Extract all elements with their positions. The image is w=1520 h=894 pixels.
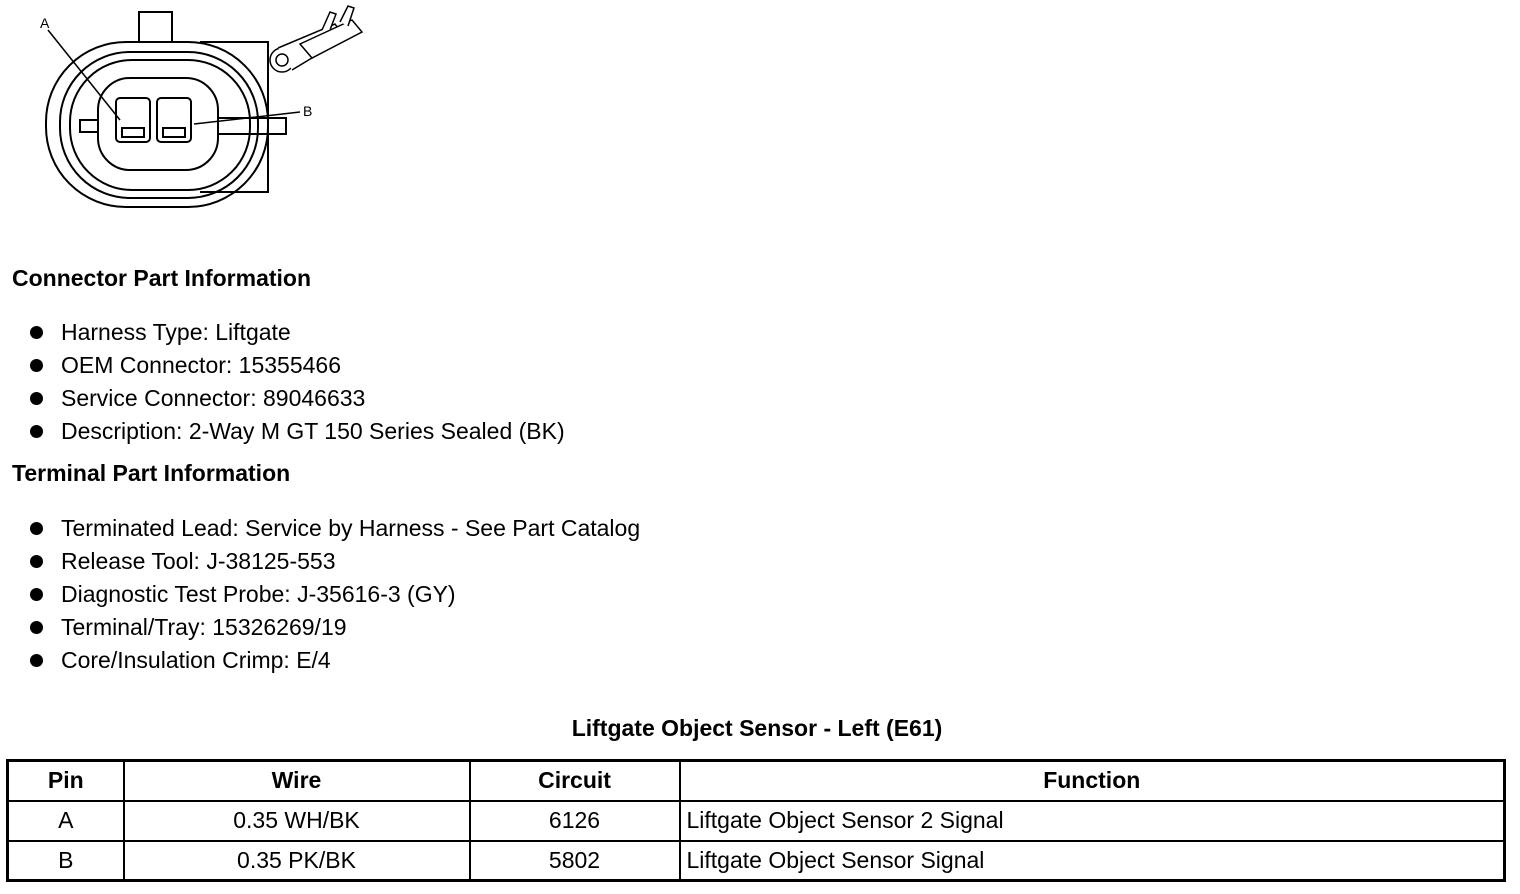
bullet-icon (30, 621, 43, 634)
list-item: Core/Insulation Crimp: E/4 (30, 644, 640, 677)
list-item: Service Connector: 89046633 (30, 382, 565, 415)
bullet-icon (30, 588, 43, 601)
list-item: Terminal/Tray: 15326269/19 (30, 611, 640, 644)
terminal-info-heading: Terminal Part Information (12, 460, 291, 486)
cell-function: Liftgate Object Sensor 2 Signal (680, 801, 1505, 841)
connector-housing (46, 12, 286, 207)
pin-a-label: A (40, 15, 50, 31)
cell-pin: A (8, 801, 124, 841)
connector-info-heading: Connector Part Information (12, 265, 312, 291)
table-title: Liftgate Object Sensor - Left (E61) (571, 715, 943, 741)
connector-info-list (30, 316, 565, 448)
bullet-icon (30, 326, 43, 339)
cell-wire: 0.35 WH/BK (124, 801, 470, 841)
table-header-row (8, 761, 1505, 801)
cell-pin: B (8, 841, 124, 881)
cell-wire: 0.35 PK/BK (124, 841, 470, 881)
cell-circuit: 5802 (470, 841, 680, 881)
terminal-info-list (30, 512, 640, 677)
list-item: Terminated Lead: Service by Harness - See Part Catalog (30, 512, 640, 545)
list-item: Description: 2-Way M GT 150 Series Sealed (BK) (30, 415, 565, 448)
table-row (8, 801, 1505, 841)
connector-perspective-icon (270, 6, 362, 72)
header-circuit: Circuit (470, 761, 680, 801)
cell-circuit: 6126 (470, 801, 680, 841)
header-function: Function (680, 761, 1505, 801)
list-item: OEM Connector: 15355466 (30, 349, 565, 382)
pinout-table (6, 759, 1506, 882)
bullet-icon (30, 425, 43, 438)
header-pin: Pin (8, 761, 124, 801)
connector-face-diagram (0, 0, 380, 215)
list-item: Harness Type: Liftgate (30, 316, 565, 349)
pin-b-label: B (303, 103, 313, 119)
header-wire: Wire (124, 761, 470, 801)
bullet-icon (30, 555, 43, 568)
bullet-icon (30, 392, 43, 405)
bullet-icon (30, 522, 43, 535)
bullet-icon (30, 359, 43, 372)
bullet-icon (30, 654, 43, 667)
table-row (8, 841, 1505, 881)
list-item: Release Tool: J-38125-553 (30, 545, 640, 578)
cell-function: Liftgate Object Sensor Signal (680, 841, 1505, 881)
list-item: Diagnostic Test Probe: J-35616-3 (GY) (30, 578, 640, 611)
